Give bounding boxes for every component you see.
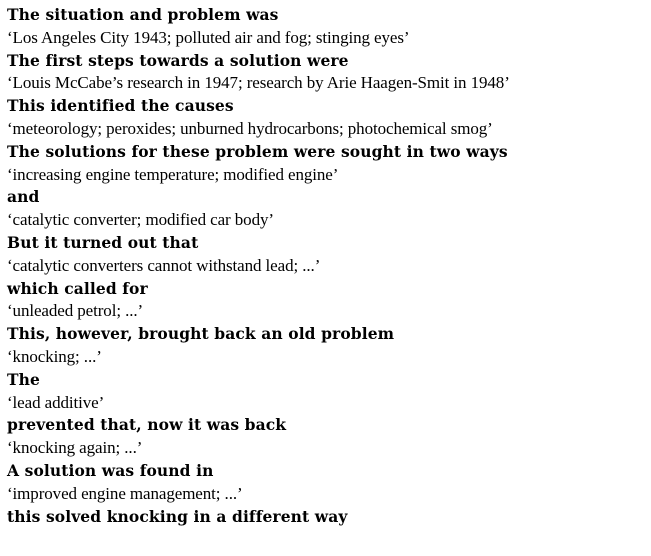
quote-line: ‘knocking again; ...’ <box>7 438 143 458</box>
heading-line: and <box>7 187 40 207</box>
heading-line: The first steps towards a solution were <box>7 50 349 70</box>
heading-line: A solution was found in <box>7 460 214 480</box>
quote-line: ‘catalytic converter; modified car body’ <box>7 210 274 230</box>
heading-line: This identified the causes <box>7 96 234 116</box>
quote-line: ‘knocking; ...’ <box>7 346 102 366</box>
quote-line: ‘lead additive’ <box>7 392 105 412</box>
quote-line: ‘improved engine management; ...’ <box>7 483 243 503</box>
heading-line: This, however, brought back an old problem <box>7 324 395 344</box>
heading-line: The <box>7 369 40 389</box>
quote-line: ‘Louis McCabe’s research in 1947; research by Arie Haagen-Smit in 1948’ <box>7 73 510 93</box>
heading-line: The situation and problem was <box>7 5 279 24</box>
quote-line: ‘increasing engine temperature; modified engine’ <box>7 164 339 184</box>
quote-line: ‘Los Angeles City 1943; polluted air and fog; stinging eyes’ <box>7 27 410 47</box>
heading-line: which called for <box>7 278 148 298</box>
heading-line: But it turned out that <box>7 232 199 252</box>
quote-line: ‘catalytic converters cannot withstand lead; ...’ <box>7 255 321 275</box>
quote-line: ‘unleaded petrol; ...’ <box>7 301 144 321</box>
heading-line: prevented that, now it was back <box>7 415 287 435</box>
quote-line: ‘meteorology; peroxides; unburned hydrocarbons; photochemical smog’ <box>7 118 493 138</box>
heading-line: this solved knocking in a different way <box>7 506 348 526</box>
heading-line: The solutions for these problem were sought in two ways <box>7 141 508 161</box>
